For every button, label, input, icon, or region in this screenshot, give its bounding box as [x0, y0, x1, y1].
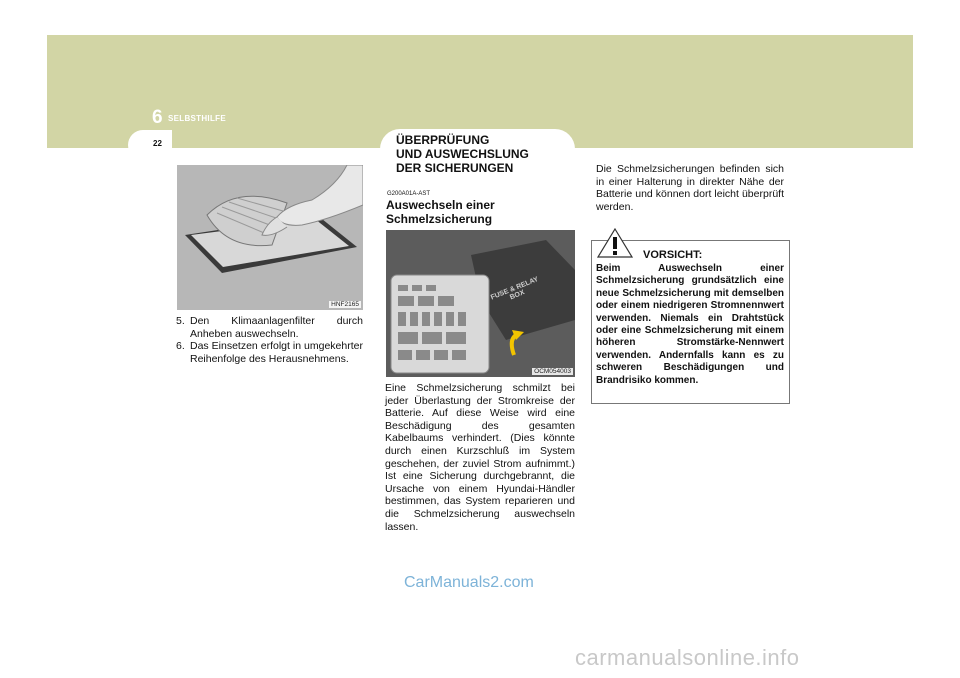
fuse-box-photo [386, 230, 575, 377]
fuse-description: Eine Schmelzsicherung schmilzt bei jeder Überlastung der Stromkreise der Batterie. Auf diese Weise wird eine Beschädigung des gesamten Kabelbaums verhindert. (Dies könnte durch einen Kurzschluß im System geschehen, der zuviel Strom aufnimmt.) Ist eine Sicherung durchgebrannt, die Ursache von einem Hyundai-Händler bestimmen, das System reparieren und die Schmelzsicherung auswechseln lassen. [385, 382, 575, 533]
list-item: 5. Den Klimaanlagenfilter durch Anheben auswechseln. [176, 315, 363, 340]
chapter-title: SELBSTHILFE [168, 114, 226, 123]
fuse-box-label: FUSE & RELAY BOX [489, 276, 540, 302]
air-filter-illustration [177, 165, 363, 310]
warning-triangle-icon [597, 228, 633, 258]
air-filter-photo [177, 165, 363, 310]
page-number: 22 [153, 139, 162, 148]
watermark-carmanualsonline: carmanualsonline.info [575, 645, 800, 670]
warning-text: Beim Auswechseln einer Schmelzsicherung grundsätzlich eine neue Schmelzsicherung mit demselben oder einem niedrigeren Stromnennwert verwenden. Niemals ein Drahtstück oder eine Schmelzsicherung mit einem höheren Stromstärke-Nennwert verwenden. Andernfalls kann es zu schweren Beschädigungen und Brandrisiko kommen. [596, 263, 784, 386]
list-item: 6. Das Einsetzen erfolgt in umgekehrter Reihenfolge des Herausnehmens. [176, 340, 363, 365]
watermark-carmanuals2: CarManuals2.com [404, 574, 534, 591]
fuse-location-text: Die Schmelzsicherungen befinden sich in einer Halterung in direkter Nähe der Batterie und können dort leicht überprüft werden. [596, 163, 784, 213]
step-text: Den Klimaanlagenfilter durch Anheben auswechseln. [190, 315, 363, 340]
steps-list [176, 315, 363, 365]
image-code-left: HNF2165 [331, 301, 359, 308]
warning-title: VORSICHT: [643, 249, 703, 261]
reference-code: G200A01A-AST [387, 191, 431, 197]
fuse-box-illustration [386, 230, 575, 377]
step-text: Das Einsetzen erfolgt in umgekehrter Reihenfolge des Herausnehmens. [190, 340, 363, 365]
image-code-middle: OCM054003 [534, 368, 571, 375]
chapter-number: 6 [152, 107, 163, 128]
subsection-heading: Auswechseln einer Schmelzsicherung [386, 198, 495, 226]
section-title: ÜBERPRÜFUNG UND AUSWECHSLUNG DER SICHERUNGEN [396, 133, 529, 175]
